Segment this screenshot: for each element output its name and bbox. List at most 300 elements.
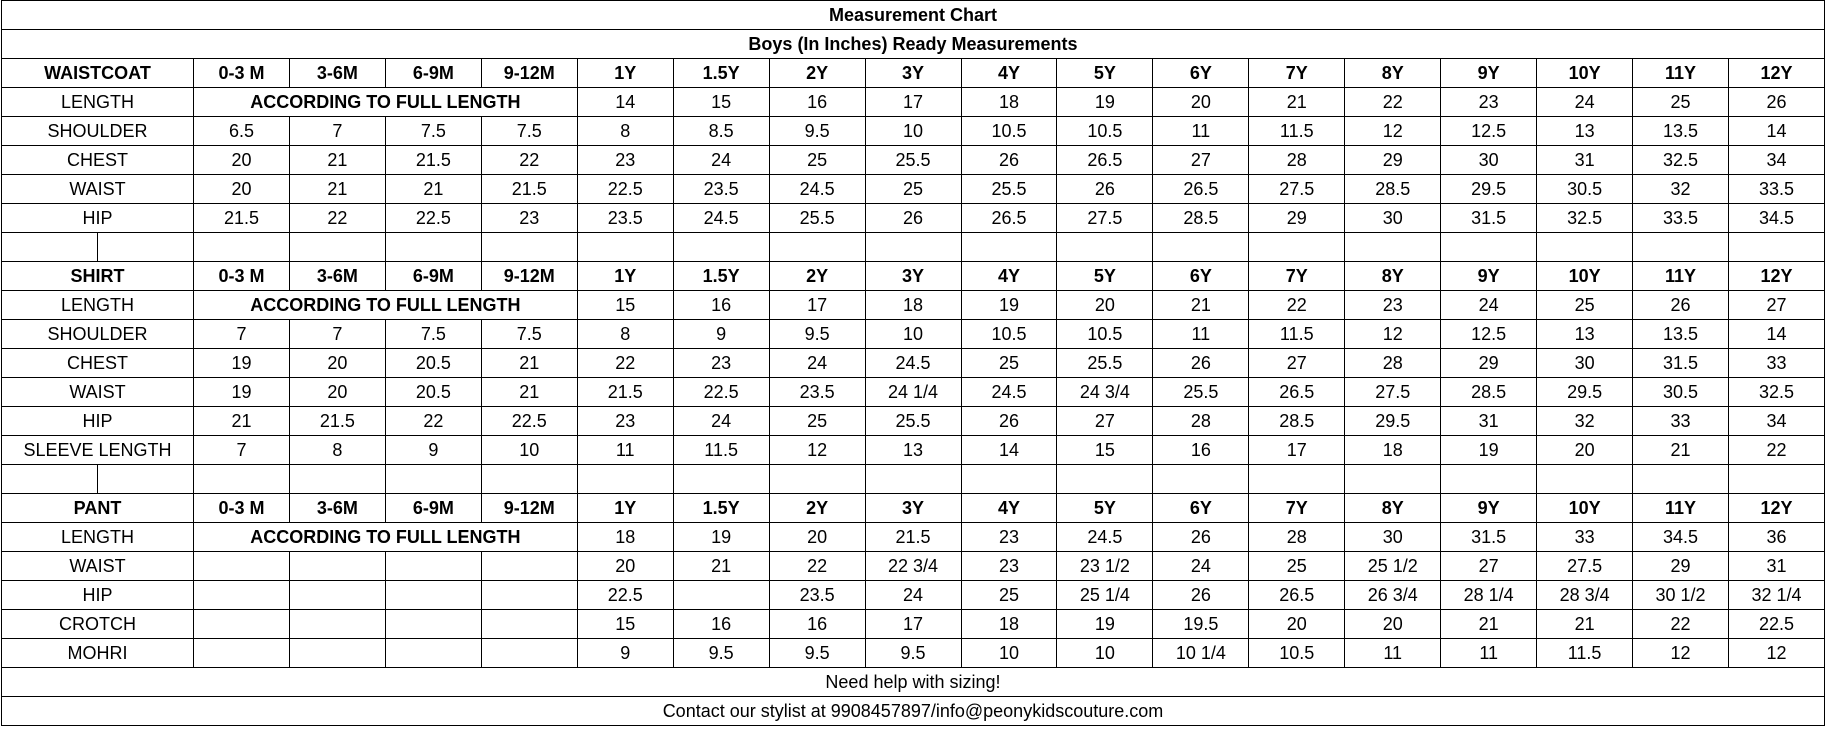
spacer-cell xyxy=(2,465,194,494)
measurement-cell: 28 3/4 xyxy=(1537,581,1633,610)
measurement-cell: 18 xyxy=(577,523,673,552)
size-header: 10Y xyxy=(1537,59,1633,88)
size-header: 1.5Y xyxy=(673,59,769,88)
measurement-cell: 28.5 xyxy=(1153,204,1249,233)
full-length-note: ACCORDING TO FULL LENGTH xyxy=(194,523,578,552)
table-row xyxy=(2,436,1825,465)
spacer-cell xyxy=(2,233,194,262)
size-header: 3-6M xyxy=(289,262,385,291)
measurement-cell: 24.5 xyxy=(673,204,769,233)
measurement-cell: 7 xyxy=(194,320,290,349)
measurement-cell: 10 xyxy=(961,639,1057,668)
measurement-cell: 17 xyxy=(865,88,961,117)
measurement-cell: 27 xyxy=(1153,146,1249,175)
table-row xyxy=(2,175,1825,204)
measurement-cell: 20 xyxy=(289,349,385,378)
measurement-cell: 20 xyxy=(1057,291,1153,320)
measurement-cell: 16 xyxy=(673,291,769,320)
measurement-cell: 21 xyxy=(385,175,481,204)
measurement-cell: 12 xyxy=(1633,639,1729,668)
measurement-cell: 9.5 xyxy=(769,639,865,668)
spacer-row xyxy=(2,465,1825,494)
measurement-cell: 16 xyxy=(769,88,865,117)
measurement-cell: 28.5 xyxy=(1345,175,1441,204)
size-header: 12Y xyxy=(1729,59,1825,88)
measurement-cell: 14 xyxy=(961,436,1057,465)
measurement-cell: 22 xyxy=(769,552,865,581)
measurement-cell: 25 xyxy=(961,581,1057,610)
measurement-cell: 19 xyxy=(961,291,1057,320)
row-label: LENGTH xyxy=(2,291,194,320)
size-header: 9Y xyxy=(1441,262,1537,291)
size-header: 8Y xyxy=(1345,262,1441,291)
size-header: 4Y xyxy=(961,494,1057,523)
chart-subtitle: Boys (In Inches) Ready Measurements xyxy=(2,30,1825,59)
measurement-cell: 24 xyxy=(865,581,961,610)
measurement-cell: 22 xyxy=(1249,291,1345,320)
size-header: 8Y xyxy=(1345,494,1441,523)
shirt-header-row xyxy=(2,262,1825,291)
measurement-cell: 10 xyxy=(865,117,961,146)
measurement-cell xyxy=(481,610,577,639)
table-row xyxy=(2,320,1825,349)
measurement-cell: 21 xyxy=(1633,436,1729,465)
measurement-cell: 19 xyxy=(1441,436,1537,465)
spacer-half xyxy=(98,233,193,261)
size-header: 2Y xyxy=(769,59,865,88)
measurement-cell: 23 xyxy=(577,407,673,436)
row-label: HIP xyxy=(2,407,194,436)
row-label: SLEEVE LENGTH xyxy=(2,436,194,465)
measurement-cell xyxy=(194,610,290,639)
size-header: 11Y xyxy=(1633,262,1729,291)
chart-footer xyxy=(2,668,1825,726)
measurement-cell: 19 xyxy=(194,349,290,378)
size-header: 7Y xyxy=(1249,262,1345,291)
measurement-cell: 30 xyxy=(1537,349,1633,378)
measurement-cell: 8 xyxy=(577,117,673,146)
measurement-cell: 18 xyxy=(961,88,1057,117)
measurement-cell: 11.5 xyxy=(673,436,769,465)
row-label: LENGTH xyxy=(2,88,194,117)
spacer-cell xyxy=(577,465,673,494)
row-label: SHOULDER xyxy=(2,117,194,146)
measurement-cell: 21 xyxy=(673,552,769,581)
measurement-cell: 26.5 xyxy=(1153,175,1249,204)
measurement-cell: 23 xyxy=(673,349,769,378)
measurement-cell: 9.5 xyxy=(673,639,769,668)
measurement-cell: 19 xyxy=(673,523,769,552)
spacer-cell xyxy=(1537,233,1633,262)
table-row xyxy=(2,204,1825,233)
spacer-divider xyxy=(2,465,193,493)
measurement-cell: 21 xyxy=(481,378,577,407)
measurement-cell: 17 xyxy=(769,291,865,320)
measurement-cell: 11.5 xyxy=(1537,639,1633,668)
measurement-cell: 21 xyxy=(289,175,385,204)
measurement-cell: 30.5 xyxy=(1537,175,1633,204)
measurement-cell: 12.5 xyxy=(1441,320,1537,349)
size-header: 6-9M xyxy=(385,262,481,291)
measurement-cell: 24 xyxy=(1441,291,1537,320)
row-label: CROTCH xyxy=(2,610,194,639)
size-header: 9-12M xyxy=(481,494,577,523)
spacer-cell xyxy=(481,465,577,494)
measurement-cell: 28 1/4 xyxy=(1441,581,1537,610)
table-row xyxy=(2,291,1825,320)
measurement-cell: 21.5 xyxy=(194,204,290,233)
measurement-cell: 18 xyxy=(961,610,1057,639)
measurement-cell xyxy=(385,639,481,668)
size-header: 8Y xyxy=(1345,59,1441,88)
measurement-cell xyxy=(481,581,577,610)
measurement-cell: 17 xyxy=(1249,436,1345,465)
measurement-cell: 26 xyxy=(961,146,1057,175)
row-label: LENGTH xyxy=(2,523,194,552)
size-header: 6-9M xyxy=(385,59,481,88)
size-header: 0-3 M xyxy=(194,262,290,291)
measurement-cell: 27 xyxy=(1729,291,1825,320)
measurement-cell: 21.5 xyxy=(289,407,385,436)
measurement-cell: 29 xyxy=(1249,204,1345,233)
row-label: HIP xyxy=(2,204,194,233)
measurement-cell: 20 xyxy=(577,552,673,581)
measurement-cell xyxy=(194,552,290,581)
contact-text: Contact our stylist at 9908457897/info@peonykidscouture.com xyxy=(2,697,1825,726)
size-header: 6Y xyxy=(1153,494,1249,523)
measurement-cell: 8 xyxy=(577,320,673,349)
size-header: 10Y xyxy=(1537,494,1633,523)
measurement-cell: 24 xyxy=(1153,552,1249,581)
table-row xyxy=(2,639,1825,668)
measurement-cell: 25 xyxy=(769,146,865,175)
size-header: 5Y xyxy=(1057,262,1153,291)
size-header: 1.5Y xyxy=(673,494,769,523)
measurement-cell: 26 xyxy=(1633,291,1729,320)
size-header: 6Y xyxy=(1153,262,1249,291)
spacer-cell xyxy=(385,465,481,494)
help-row xyxy=(2,668,1825,697)
spacer-cell xyxy=(1729,465,1825,494)
measurement-cell: 22.5 xyxy=(577,175,673,204)
measurement-cell: 22.5 xyxy=(481,407,577,436)
measurement-cell: 13 xyxy=(865,436,961,465)
size-header: 9Y xyxy=(1441,59,1537,88)
spacer-cell xyxy=(1729,233,1825,262)
measurement-cell: 22 xyxy=(1729,436,1825,465)
measurement-cell: 34 xyxy=(1729,146,1825,175)
measurement-cell: 24.5 xyxy=(865,349,961,378)
measurement-cell: 21 xyxy=(1153,291,1249,320)
measurement-cell: 32.5 xyxy=(1633,146,1729,175)
table-row xyxy=(2,523,1825,552)
measurement-cell: 19.5 xyxy=(1153,610,1249,639)
measurement-cell: 26.5 xyxy=(961,204,1057,233)
spacer-cell xyxy=(673,233,769,262)
measurement-cell: 32 xyxy=(1633,175,1729,204)
measurement-cell: 20.5 xyxy=(385,349,481,378)
measurement-cell: 11 xyxy=(1153,117,1249,146)
measurement-cell: 26.5 xyxy=(1249,581,1345,610)
measurement-cell xyxy=(194,639,290,668)
measurement-cell: 19 xyxy=(1057,88,1153,117)
measurement-cell: 9 xyxy=(385,436,481,465)
measurement-cell: 16 xyxy=(1153,436,1249,465)
measurement-cell: 21 xyxy=(289,146,385,175)
measurement-cell: 21 xyxy=(1441,610,1537,639)
spacer-cell xyxy=(1633,465,1729,494)
measurement-cell: 16 xyxy=(769,610,865,639)
measurement-cell: 26 3/4 xyxy=(1345,581,1441,610)
measurement-cell: 23 xyxy=(1345,291,1441,320)
measurement-cell: 20 xyxy=(1153,88,1249,117)
measurement-cell: 23.5 xyxy=(577,204,673,233)
measurement-cell: 20 xyxy=(1249,610,1345,639)
measurement-cell: 12 xyxy=(1345,320,1441,349)
measurement-cell: 9.5 xyxy=(769,320,865,349)
measurement-cell: 21.5 xyxy=(385,146,481,175)
measurement-cell: 19 xyxy=(194,378,290,407)
measurement-cell: 10 xyxy=(481,436,577,465)
measurement-cell: 7.5 xyxy=(481,320,577,349)
measurement-cell: 28 xyxy=(1249,523,1345,552)
measurement-cell: 28.5 xyxy=(1249,407,1345,436)
table-row xyxy=(2,146,1825,175)
measurement-cell xyxy=(385,610,481,639)
measurement-cell: 15 xyxy=(577,610,673,639)
size-header: 4Y xyxy=(961,262,1057,291)
size-header: 2Y xyxy=(769,494,865,523)
measurement-cell: 11.5 xyxy=(1249,320,1345,349)
measurement-cell: 31 xyxy=(1729,552,1825,581)
measurement-cell: 28.5 xyxy=(1441,378,1537,407)
spacer-cell xyxy=(1441,465,1537,494)
measurement-cell: 30 xyxy=(1345,523,1441,552)
measurement-cell xyxy=(673,581,769,610)
measurement-cell: 13 xyxy=(1537,320,1633,349)
measurement-cell: 25.5 xyxy=(769,204,865,233)
measurement-cell: 23 xyxy=(1441,88,1537,117)
measurement-cell: 25 xyxy=(769,407,865,436)
measurement-cell: 27.5 xyxy=(1537,552,1633,581)
measurement-cell: 27.5 xyxy=(1057,204,1153,233)
measurement-cell: 21.5 xyxy=(577,378,673,407)
measurement-cell: 26.5 xyxy=(1057,146,1153,175)
measurement-cell: 32.5 xyxy=(1729,378,1825,407)
table-row xyxy=(2,378,1825,407)
measurement-cell: 23 xyxy=(961,523,1057,552)
measurement-cell: 29.5 xyxy=(1537,378,1633,407)
row-label: CHEST xyxy=(2,146,194,175)
measurement-cell: 13 xyxy=(1537,117,1633,146)
measurement-cell: 33.5 xyxy=(1633,204,1729,233)
size-header: 5Y xyxy=(1057,494,1153,523)
measurement-cell: 26 xyxy=(1153,349,1249,378)
measurement-cell: 26 xyxy=(1153,581,1249,610)
measurement-cell: 23.5 xyxy=(673,175,769,204)
measurement-cell: 8 xyxy=(289,436,385,465)
measurement-cell: 25 1/2 xyxy=(1345,552,1441,581)
measurement-cell: 10 1/4 xyxy=(1153,639,1249,668)
measurement-cell xyxy=(289,639,385,668)
measurement-cell: 27.5 xyxy=(1345,378,1441,407)
measurement-cell: 10.5 xyxy=(961,320,1057,349)
full-length-note: ACCORDING TO FULL LENGTH xyxy=(194,88,578,117)
spacer-cell xyxy=(1249,233,1345,262)
size-header: 0-3 M xyxy=(194,59,290,88)
measurement-cell: 26 xyxy=(961,407,1057,436)
measurement-cell: 20 xyxy=(769,523,865,552)
pant-section-title: PANT xyxy=(2,494,194,523)
measurement-cell: 7 xyxy=(289,117,385,146)
measurement-cell: 18 xyxy=(1345,436,1441,465)
spacer-cell xyxy=(1345,465,1441,494)
measurement-cell: 36 xyxy=(1729,523,1825,552)
measurement-cell: 24 xyxy=(673,407,769,436)
measurement-cell: 29 xyxy=(1441,349,1537,378)
measurement-cell: 26 xyxy=(1729,88,1825,117)
measurement-cell: 24 3/4 xyxy=(1057,378,1153,407)
measurement-cell: 29 xyxy=(1345,146,1441,175)
measurement-cell: 33 xyxy=(1729,349,1825,378)
measurement-cell xyxy=(289,610,385,639)
row-label: WAIST xyxy=(2,175,194,204)
measurement-cell: 20 xyxy=(1537,436,1633,465)
measurement-cell: 16 xyxy=(673,610,769,639)
spacer-cell xyxy=(673,465,769,494)
measurement-cell: 27 xyxy=(1441,552,1537,581)
spacer-cell xyxy=(1057,465,1153,494)
measurement-cell: 23.5 xyxy=(769,581,865,610)
measurement-cell: 24 xyxy=(1537,88,1633,117)
row-label: CHEST xyxy=(2,349,194,378)
row-label: WAIST xyxy=(2,378,194,407)
size-header: 3Y xyxy=(865,59,961,88)
measurement-cell: 20.5 xyxy=(385,378,481,407)
measurement-cell: 11 xyxy=(577,436,673,465)
shirt-section-title: SHIRT xyxy=(2,262,194,291)
spacer-cell xyxy=(1633,233,1729,262)
measurement-cell: 29.5 xyxy=(1345,407,1441,436)
measurement-cell: 25 xyxy=(1249,552,1345,581)
measurement-cell: 34 xyxy=(1729,407,1825,436)
measurement-cell: 13.5 xyxy=(1633,320,1729,349)
measurement-cell: 12 xyxy=(1345,117,1441,146)
spacer-cell xyxy=(865,465,961,494)
measurement-cell: 34.5 xyxy=(1633,523,1729,552)
measurement-cell: 21.5 xyxy=(481,175,577,204)
spacer-cell xyxy=(481,233,577,262)
measurement-cell: 26 xyxy=(865,204,961,233)
size-header: 3-6M xyxy=(289,59,385,88)
measurement-cell: 19 xyxy=(1057,610,1153,639)
measurement-cell: 9 xyxy=(673,320,769,349)
measurement-cell: 22 xyxy=(1633,610,1729,639)
measurement-cell: 18 xyxy=(865,291,961,320)
measurement-cell: 24.5 xyxy=(1057,523,1153,552)
size-header: 3-6M xyxy=(289,494,385,523)
measurement-cell: 25 xyxy=(1633,88,1729,117)
row-label: WAIST xyxy=(2,552,194,581)
size-header: 9Y xyxy=(1441,494,1537,523)
size-header: 12Y xyxy=(1729,494,1825,523)
measurement-cell: 22.5 xyxy=(673,378,769,407)
measurement-cell: 25 xyxy=(865,175,961,204)
measurement-cell: 9.5 xyxy=(769,117,865,146)
spacer-cell xyxy=(577,233,673,262)
spacer-divider xyxy=(2,233,193,261)
row-label: HIP xyxy=(2,581,194,610)
measurement-cell: 22 xyxy=(577,349,673,378)
spacer-cell xyxy=(1249,465,1345,494)
help-text: Need help with sizing! xyxy=(2,668,1825,697)
measurement-cell: 10 xyxy=(865,320,961,349)
waistcoat-section-title: WAISTCOAT xyxy=(2,59,194,88)
size-header: 11Y xyxy=(1633,59,1729,88)
measurement-cell: 10 xyxy=(1057,639,1153,668)
measurement-cell: 25.5 xyxy=(865,146,961,175)
size-header: 10Y xyxy=(1537,262,1633,291)
measurement-cell: 8.5 xyxy=(673,117,769,146)
measurement-cell: 24 xyxy=(769,349,865,378)
spacer-cell xyxy=(289,465,385,494)
measurement-cell: 28 xyxy=(1345,349,1441,378)
measurement-cell: 22 xyxy=(385,407,481,436)
size-header: 2Y xyxy=(769,262,865,291)
contact-row xyxy=(2,697,1825,726)
measurement-cell xyxy=(385,581,481,610)
measurement-cell: 20 xyxy=(289,378,385,407)
measurement-cell: 14 xyxy=(577,88,673,117)
measurement-cell: 31.5 xyxy=(1441,523,1537,552)
measurement-cell: 27 xyxy=(1249,349,1345,378)
measurement-cell xyxy=(194,581,290,610)
measurement-cell: 22 xyxy=(481,146,577,175)
size-header: 12Y xyxy=(1729,262,1825,291)
measurement-cell: 21 xyxy=(1249,88,1345,117)
measurement-cell: 7.5 xyxy=(481,117,577,146)
measurement-cell: 15 xyxy=(673,88,769,117)
measurement-cell: 30 xyxy=(1441,146,1537,175)
measurement-cell: 31.5 xyxy=(1441,204,1537,233)
size-header: 7Y xyxy=(1249,59,1345,88)
spacer-cell xyxy=(1345,233,1441,262)
measurement-cell: 13.5 xyxy=(1633,117,1729,146)
measurement-cell: 20 xyxy=(194,175,290,204)
measurement-cell: 26 xyxy=(1153,523,1249,552)
size-header: 9-12M xyxy=(481,59,577,88)
measurement-cell: 22 3/4 xyxy=(865,552,961,581)
size-header: 11Y xyxy=(1633,494,1729,523)
measurement-cell: 21.5 xyxy=(865,523,961,552)
measurement-cell: 9 xyxy=(577,639,673,668)
measurement-cell xyxy=(385,552,481,581)
spacer-cell xyxy=(1537,465,1633,494)
measurement-cell xyxy=(289,552,385,581)
measurement-cell: 15 xyxy=(577,291,673,320)
table-row xyxy=(2,407,1825,436)
measurement-cell: 11 xyxy=(1345,639,1441,668)
measurement-cell: 30 1/2 xyxy=(1633,581,1729,610)
measurement-cell: 7.5 xyxy=(385,320,481,349)
measurement-cell: 10.5 xyxy=(1057,320,1153,349)
measurement-cell: 15 xyxy=(1057,436,1153,465)
measurement-cell: 20 xyxy=(194,146,290,175)
measurement-cell: 22 xyxy=(1345,88,1441,117)
measurement-cell: 32 1/4 xyxy=(1729,581,1825,610)
measurement-cell: 25.5 xyxy=(961,175,1057,204)
measurement-cell: 29.5 xyxy=(1441,175,1537,204)
